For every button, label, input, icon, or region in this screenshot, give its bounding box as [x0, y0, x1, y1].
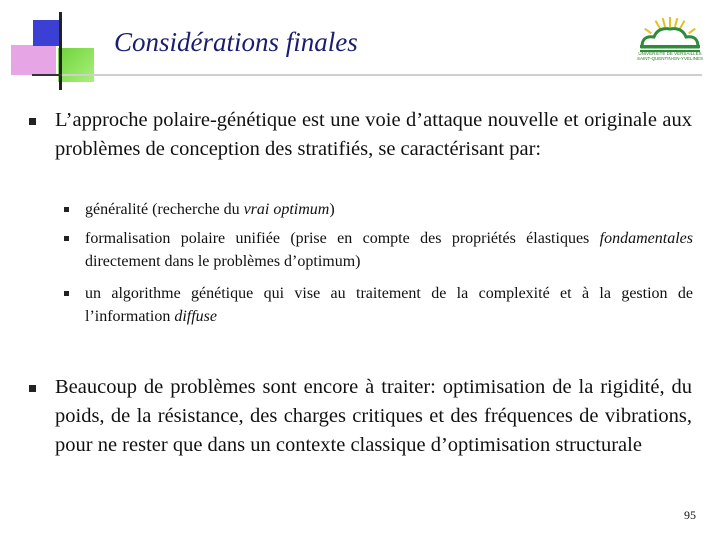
logo-line-2: SAINT-QUENTIN-EN-YVELINES [636, 56, 703, 61]
sub-bullet-marker [64, 207, 69, 212]
sub-bullet-marker [64, 236, 69, 241]
sub-bullet-text [85, 227, 693, 273]
sub-bullet-text-part: directement dans le problèmes d’optimum) [85, 253, 361, 270]
page-number: 95 [684, 508, 696, 522]
sub-bullet-emphasis: vrai optimum [243, 201, 330, 218]
decor-pink-square [11, 45, 56, 75]
sub-bullet-emphasis: diffuse [174, 308, 217, 325]
bullet-text: L’approche polaire-génétique est une voie d’attaque nouvelle et originale aux problèmes de conception des stratifiés, se caractérisant par: [55, 109, 692, 160]
bullet-text: Beaucoup de problèmes sont encore à traiter: optimisation de la rigidité, du poids, de la résistance, des charges critiques et des fréquences de vibrations, pour ne rester que dans un contexte classique d’optimisation structurale [55, 376, 692, 456]
decor-blue-square [33, 20, 61, 46]
sub-bullet-text [85, 282, 693, 328]
sub-bullet-text-part: ) [329, 201, 335, 218]
title-underline [32, 74, 702, 76]
slide-title: Considérations finales [114, 27, 358, 57]
decor-vertical-line [59, 12, 62, 90]
sub-bullet-marker [64, 291, 69, 296]
logo-line-1: UNIVERSITÉ DE VERSAILLES [638, 51, 702, 56]
logo-text [636, 51, 704, 61]
sub-bullet-text [85, 198, 693, 221]
sub-bullet-text-part: un algorithme génétique qui vise au traitement de la complexité et à la gestion de l’information [85, 285, 693, 325]
sub-bullet-text-part: généralité (recherche du [85, 201, 244, 218]
bullet-marker [29, 118, 36, 125]
title-underline-accent [32, 74, 62, 76]
sub-bullet-text-part: formalisation polaire unifiée (prise en compte des propriétés élastiques [85, 230, 600, 247]
bullet-marker [29, 385, 36, 392]
decor-green-square [58, 48, 94, 82]
sub-bullet-emphasis: fondamentales [599, 230, 693, 247]
